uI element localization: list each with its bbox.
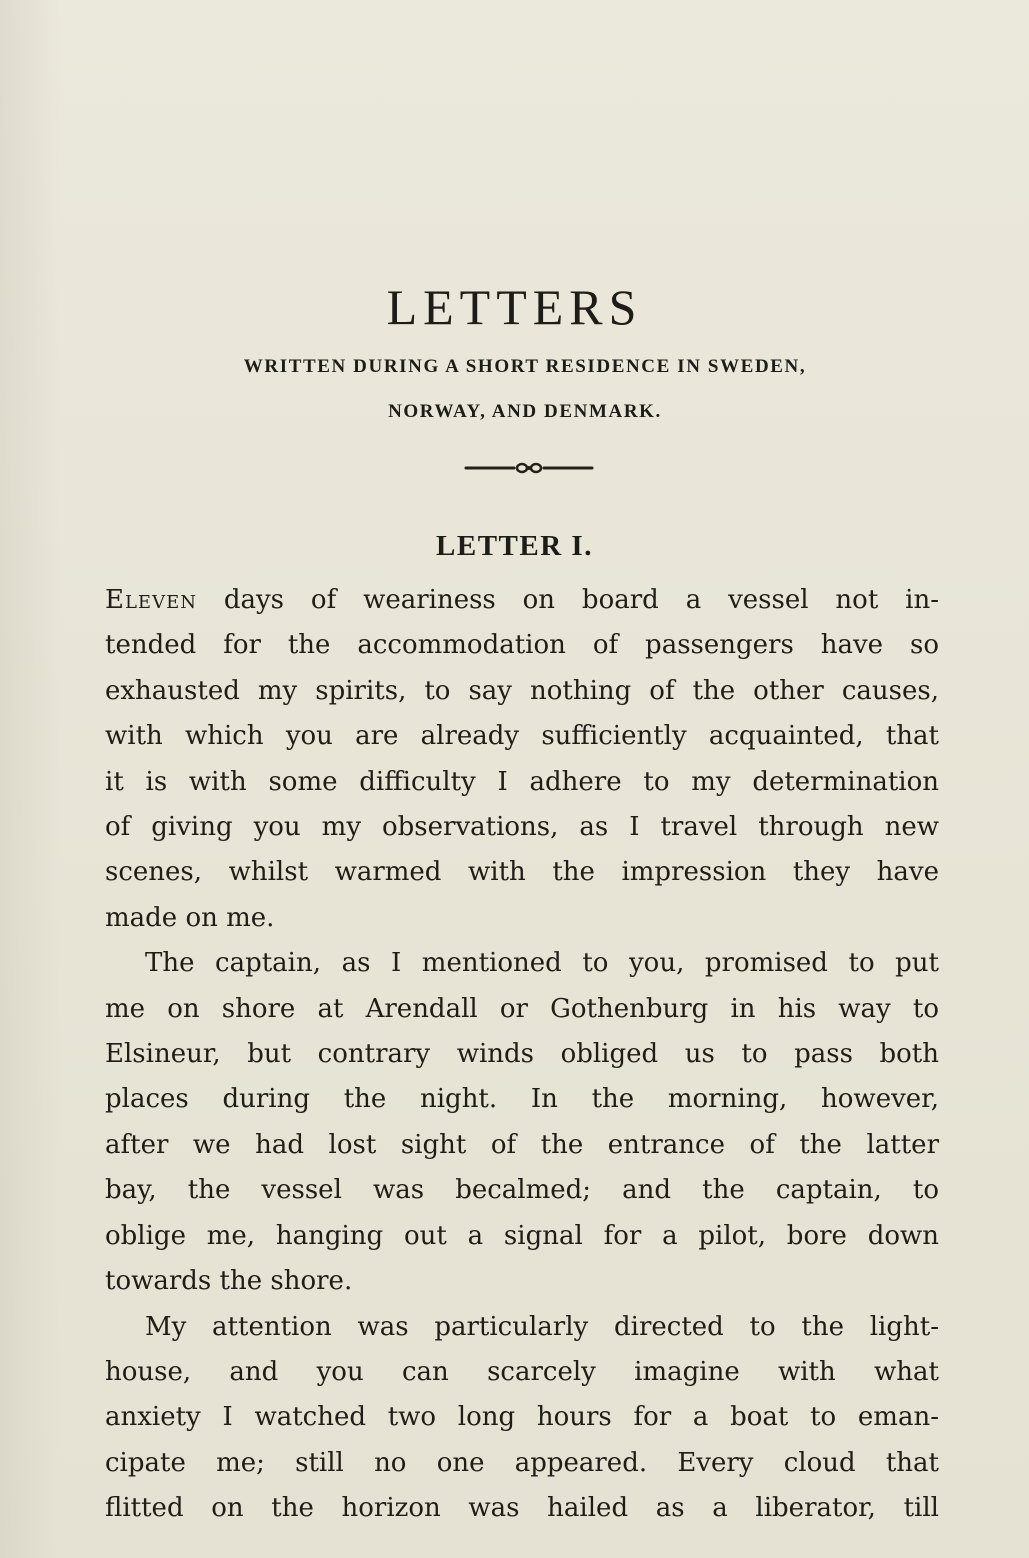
- drop-word: Eleven: [105, 585, 197, 615]
- paragraph-1-line-2: tended for the accommodation of passengers have so: [105, 630, 939, 661]
- paragraph-2-line-6: bay, the vessel was becalmed; and the captain, to: [105, 1175, 939, 1206]
- paragraph-1-line-8: made on me.: [105, 902, 275, 933]
- body-text: [105, 578, 939, 1532]
- ornament-divider-icon: [464, 458, 594, 478]
- paragraph-2-line-4: places during the night. In the morning, however,: [105, 1084, 939, 1115]
- paragraph-2-line-8: towards the shore.: [105, 1266, 353, 1297]
- paragraph-2-line-5: after we had lost sight of the entrance of the latter: [105, 1129, 939, 1160]
- subtitle-line-2: NORWAY, AND DENMARK.: [388, 401, 662, 422]
- letter-title: LETTER I.: [436, 530, 593, 562]
- paragraph-1-line-3: exhausted my spirits, to say nothing of the other causes,: [105, 675, 939, 706]
- paragraph-1-line-7: scenes, whilst warmed with the impression they have: [105, 857, 939, 888]
- paragraph-3-line-1: My attention was particularly directed to the light-: [145, 1311, 939, 1342]
- paragraph-1-line-4: with which you are already sufficiently acquainted, that: [105, 721, 939, 752]
- subtitle-line-1: WRITTEN DURING A SHORT RESIDENCE IN SWEDEN,: [243, 356, 807, 377]
- paragraph-3-line-5: flitted on the horizon was hailed as a liberator, till: [105, 1493, 939, 1524]
- paragraph-2-line-2: me on shore at Arendall or Gothenburg in his way to: [105, 993, 939, 1024]
- paragraph-2-line-3: Elsineur, but contrary winds obliged us to pass both: [105, 1039, 939, 1070]
- paragraph-1-line-6: of giving you my observations, as I travel through new: [105, 812, 939, 843]
- paragraph-2-line-7: oblige me, hanging out a signal for a pilot, bore down: [105, 1220, 939, 1251]
- page-heading: LETTERS: [386, 279, 643, 335]
- paragraph-1-line-1: Eleven days of weariness on board a vessel not in-: [105, 585, 939, 615]
- paragraph-3-line-2: house, and you can scarcely imagine with what: [105, 1356, 939, 1387]
- paragraph-1-line-5: it is with some difficulty I adhere to my determination: [105, 766, 939, 797]
- paragraph-2-line-1: The captain, as I mentioned to you, promised to put: [145, 948, 939, 979]
- paragraph-3-line-3: anxiety I watched two long hours for a boat to eman-: [105, 1402, 939, 1433]
- paragraph-3-line-4: cipate me; still no one appeared. Every cloud that: [105, 1447, 939, 1478]
